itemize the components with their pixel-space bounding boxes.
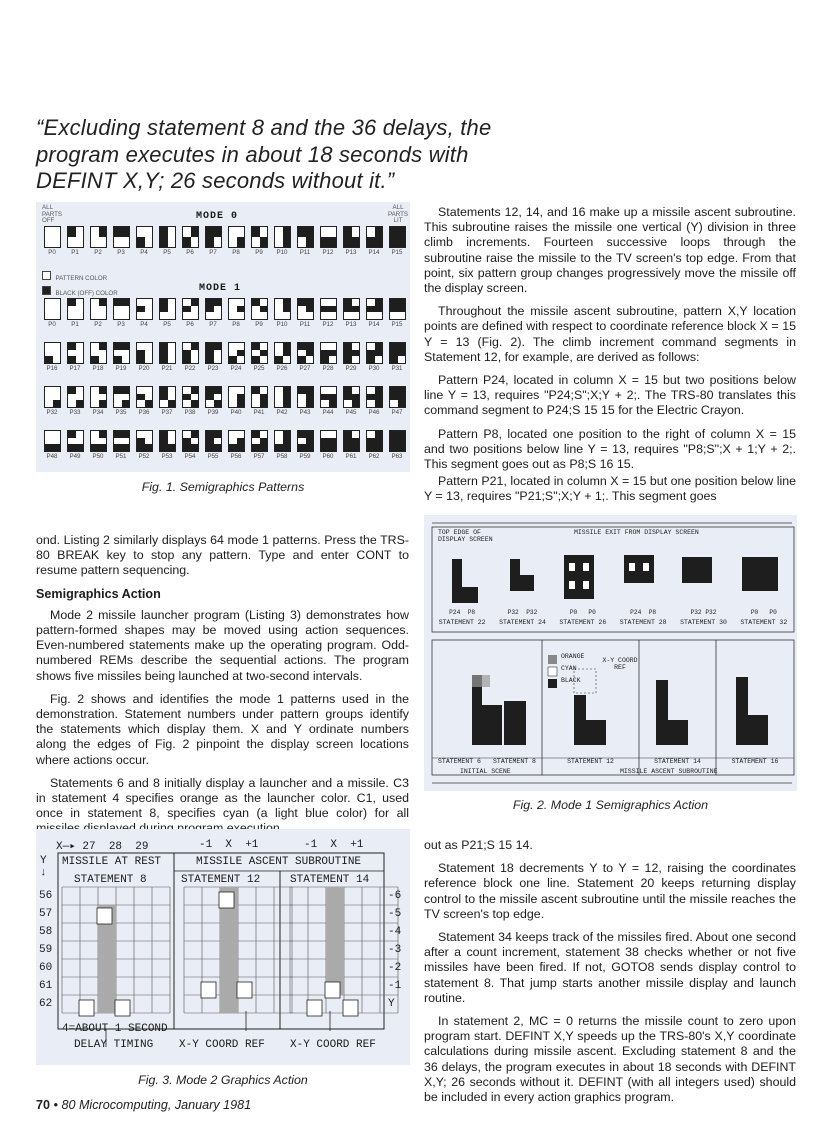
pattern-label: P14 [368,249,380,256]
pattern-tile [67,226,84,248]
pattern-tile [136,430,153,452]
pattern-label: P55 [207,453,219,460]
pattern-tile [113,430,130,452]
fig3-row-label: 62 [39,998,53,1010]
pattern-label: P60 [322,453,334,460]
pattern-tile [251,430,268,452]
fig3-delay-note-1: 4=ABOUT 1 SECOND [62,1023,168,1035]
pattern-label: P52 [138,453,150,460]
pattern-label: P15 [391,249,403,256]
right-para-5: Pattern P21, located in column X = 15 but one position below line Y = 13, requires "P21;S";X;Y + 1;. This segment goes [424,474,796,504]
fig3-delay-note-2: DELAY TIMING [74,1039,154,1051]
pattern-label: P21 [161,365,173,372]
pattern-label: P28 [322,365,334,372]
fig2-bottom-statement: STATEMENT 16 [731,758,779,765]
pattern-tile [366,342,383,364]
pattern-label: P43 [299,409,311,416]
fig3-row-label: 60 [39,962,53,974]
fig3-stmt-12: STATEMENT 12 [181,874,261,886]
fig3-coord-ref-2: X-Y COORD REF [290,1039,376,1051]
pattern-label: P9 [255,321,263,328]
pattern-label: P57 [253,453,265,460]
pattern-tile [182,298,199,320]
pattern-tile [320,226,337,248]
pattern-label: P8 [232,321,240,328]
pattern-label: P48 [46,453,58,460]
pattern-label: P56 [230,453,242,460]
pattern-tile [205,298,222,320]
pattern-tile [228,386,245,408]
fig2-bottom-statement: STATEMENT 14 [654,758,701,765]
pull-quote: “Excluding statement 8 and the 36 delays, the program executes in about 18 seconds with DEFINT X,Y; 26 seconds without it.” [36,115,492,193]
right-para-7: Statement 18 decrements Y to Y = 12, raising the coordinates reference block one line. Statement 20 keeps returning display control to the missile ascent subroutine until the missile reaches the TV screen's top edge. [424,861,796,921]
pattern-tile [389,226,406,248]
fig2-top-statements [432,619,794,631]
pattern-tile [389,342,406,364]
pattern-tile [389,386,406,408]
fig2-bottom-statement: STATEMENT 6 [438,758,481,765]
pattern-tile [136,226,153,248]
pattern-label: P3 [117,249,125,256]
pattern-tile [90,298,107,320]
pattern-label: P53 [161,453,173,460]
left-para-1: ond. Listing 2 similarly displays 64 mode 1 patterns. Press the TRS-80 BREAK key to stop any pattern. Type and enter CONT to resume pattern sequencing. [36,533,409,578]
pattern-tile [136,386,153,408]
pattern-label: P2 [94,249,102,256]
fig3-row-label: 56 [39,890,53,902]
legend-black-label: BLACK (OFF) COLOR [55,290,118,297]
pattern-tile [343,226,360,248]
pattern-tile [67,430,84,452]
pattern-label: P14 [368,321,380,328]
fig3-right-row-label: -3 [388,944,402,956]
pattern-tile [182,386,199,408]
fig3-right-row-label: -1 [388,980,402,992]
pattern-label: P40 [230,409,242,416]
pattern-tile [205,386,222,408]
pattern-label: P8 [232,249,240,256]
pattern-label: P1 [71,321,79,328]
fig3-x-header: X—▸ 27 28 29 [56,841,149,853]
pattern-tile [228,342,245,364]
fig2-top-pattern-label: P24 P8 [630,609,657,616]
pattern-tile [297,226,314,248]
pattern-tile [67,386,84,408]
fig2-legend-item: ORANGE [561,653,585,660]
pattern-label: P22 [184,365,196,372]
fig2-ascent-label: MISSILE ASCENT SUBROUTINE [620,768,718,775]
fig3-x-rel-2: -1 X +1 [304,839,364,851]
pattern-label: P0 [48,249,56,256]
pattern-tile [136,342,153,364]
pattern-tile [44,430,61,452]
fig2-top-statement: STATEMENT 26 [559,619,607,626]
pattern-tile [343,298,360,320]
pattern-label: P19 [115,365,127,372]
pattern-label: P2 [94,321,102,328]
pattern-label: P46 [368,409,380,416]
fig2-bottom-statement: STATEMENT 8 [493,758,536,765]
pattern-label: P37 [161,409,173,416]
figure-3-caption: Fig. 3. Mode 2 Graphics Action [138,1073,308,1087]
all-parts-lit-label: ALL PARTS LIT [388,204,409,224]
figure-3 [36,829,410,1065]
pattern-tile [251,342,268,364]
fig3-y-label: Y [40,855,47,867]
pattern-label: P5 [163,249,171,256]
pattern-label: P10 [276,249,288,256]
pattern-tile [44,386,61,408]
pattern-label: P5 [163,321,171,328]
pattern-tile [113,298,130,320]
pattern-label: P11 [299,321,311,328]
publication-name: 80 Microcomputing, January 1981 [61,1098,252,1112]
fig2-top-pattern-label: P32 P32 [507,609,538,616]
pattern-tile [343,342,360,364]
fig3-row-label: 59 [39,944,53,956]
pattern-tile [366,386,383,408]
pattern-tile [366,430,383,452]
fig2-top-patterns [432,609,794,619]
fig3-right-row-label: -2 [388,962,402,974]
pattern-label: P50 [92,453,104,460]
pattern-tile [274,298,291,320]
pattern-label: P12 [322,249,334,256]
pattern-label: P18 [92,365,104,372]
pattern-tile [297,386,314,408]
pattern-label: P30 [368,365,380,372]
fig3-right-row-label: -5 [388,908,402,920]
left-para-4: Statements 6 and 8 initially display a launcher and a missile. C3 in statement 4 specifies orange as the launcher color. C1, used once in statement 8, specifies cyan (a light blue color) for all [36,775,409,821]
all-parts-off-label: ALL PARTS OFF [42,204,63,224]
pattern-tile [343,430,360,452]
right-para-6: out as P21;S 15 14. [424,838,533,852]
pattern-tile [159,298,176,320]
fig2-legend-item: CYAN [561,665,577,672]
figure-2-caption: Fig. 2. Mode 1 Semigraphics Action [512,798,709,812]
pattern-label: P61 [345,453,357,460]
fig2-top-pattern-label: P0 P0 [750,609,777,616]
pattern-tile [113,342,130,364]
fig2-top-statement: STATEMENT 30 [680,619,727,626]
pattern-tile [366,226,383,248]
right-para-2: Throughout the missile ascent subroutine, pattern X,Y location points are defined with respect to coordinate reference block X = 15 Y = 13 (Fig. 2). The climb increment command segments in Statement 12, for example, are derived as follows: [424,304,796,364]
fig3-title-ascent: MISSILE ASCENT SUBROUTINE [196,856,362,868]
pattern-label: P36 [138,409,150,416]
figure-1-caption: Fig. 1. Semigraphics Patterns [141,480,305,494]
pattern-label: P54 [184,453,196,460]
pattern-label: P6 [186,249,194,256]
pattern-tile [251,226,268,248]
pattern-label: P15 [391,321,403,328]
pattern-label: P32 [46,409,58,416]
pattern-tile [113,386,130,408]
pattern-tile [90,226,107,248]
pattern-label: P26 [276,365,288,372]
pattern-label: P42 [276,409,288,416]
pattern-tile [205,342,222,364]
fig3-coord-ref-1: X-Y COORD REF [179,1039,265,1051]
figure-1 [36,202,410,472]
left-para-2: Mode 2 missile launcher program (Listing 3) demonstrates how pattern-formed shapes may be moved using action sequences. Even-numbered statements make up the operating program. Odd-numbered REMs describe the sequential actions. The program shows five missiles being launched at two-second intervals. [36,607,409,683]
pattern-tile [320,430,337,452]
left-para-3: Fig. 2 shows and identifies the mode 1 patterns used in the demonstration. Statement numbers under pattern groups identify the statements which display them. X and Y ordinate numbers along the edges of Fig. 2 pinpoint the display screen locations where actions occur. [36,691,409,767]
pattern-label: P20 [138,365,150,372]
fig2-top-pattern-label: P32 P32 [690,609,717,616]
fig3-right-row-label: Y [388,998,395,1010]
pattern-tile [67,298,84,320]
pattern-tile [297,342,314,364]
pattern-tile [297,298,314,320]
figure-2 [424,515,797,791]
pattern-label: P10 [276,321,288,328]
right-column-bottom [424,838,796,1113]
pattern-label: P7 [209,321,217,328]
pattern-tile [205,226,222,248]
pattern-label: P41 [253,409,265,416]
pattern-tile [44,342,61,364]
pattern-label: P33 [69,409,81,416]
pattern-tile [159,226,176,248]
fig3-x-rel-1: -1 X +1 [199,839,259,851]
pattern-label: P11 [299,249,311,256]
right-column-top [424,205,796,513]
pattern-label: P23 [207,365,219,372]
fig2-top-statement: STATEMENT 32 [740,619,788,626]
fig3-stmt-14: STATEMENT 14 [290,874,370,886]
right-para-9: In statement 2, MC = 0 returns the missile count to zero upon program start. DEFINT X,Y speeds up the TRS-80's X,Y coordinate calculations during missile ascent. Excluding statement 8 and the 36 delays, the program executes in about 18 seconds with DEFINT X,Y; 26 seconds without it. DEFINT (with all integers used) should be included in every action graphics program. [424,1014,796,1105]
fig2-top-pattern-label: P24 P8 [449,609,476,616]
pattern-tile [182,430,199,452]
pattern-tile [205,430,222,452]
pattern-label: P51 [115,453,127,460]
pattern-tile [90,430,107,452]
pattern-tile [182,226,199,248]
pattern-label: P35 [115,409,127,416]
pattern-label: P3 [117,321,125,328]
fig3-right-row-label: -6 [388,890,402,902]
mode-1-title: MODE 1 [199,283,242,294]
pattern-label: P27 [299,365,311,372]
pattern-tile [159,342,176,364]
pattern-label: P47 [391,409,403,416]
mode-1-patterns [36,298,410,472]
legend-pattern-label: PATTERN COLOR [55,275,108,282]
pattern-label: P4 [140,321,148,328]
pattern-tile [228,226,245,248]
pattern-tile [228,430,245,452]
section-heading: Semigraphics Action [36,586,161,601]
pattern-label: P62 [368,453,380,460]
footer-bullet: • [53,1098,58,1112]
pattern-label: P49 [69,453,81,460]
pattern-tile [90,342,107,364]
fig2-top-statement: STATEMENT 24 [499,619,546,626]
missile-shapes-top [452,555,778,603]
pattern-tile [228,298,245,320]
pattern-tile [136,298,153,320]
fig3-row-label: 57 [39,908,53,920]
pattern-label: P31 [391,365,403,372]
page-footer [36,1098,251,1112]
right-para-8: Statement 34 keeps track of the missiles fired. About one second after a count increment, statement 38 checks whether or not five missiles have been fired. If not, GOTO8 sends display control to statement 8. That jump starts another missile display and launch routine. [424,930,796,1005]
pattern-tile [44,298,61,320]
pattern-tile [389,430,406,452]
pattern-tile [320,298,337,320]
pattern-label: P7 [209,249,217,256]
pattern-label: P6 [186,321,194,328]
fig2-missile-exit-label: MISSILE EXIT FROM DISPLAY SCREEN [574,529,699,536]
pattern-label: P39 [207,409,219,416]
fig2-initial-scene: INITIAL SCENE [460,768,511,775]
pattern-tile [274,430,291,452]
pattern-label: P0 [48,321,56,328]
pattern-tile [251,298,268,320]
pattern-tile [159,430,176,452]
pattern-tile [44,226,61,248]
pattern-tile [274,226,291,248]
fig3-row-label: 58 [39,926,53,938]
pattern-label: P1 [71,249,79,256]
pattern-label: P45 [345,409,357,416]
fig2-bottom-statements [432,758,794,768]
fig2-legend-item: BLACK [561,677,581,684]
pattern-tile [366,298,383,320]
pattern-tile [274,386,291,408]
pattern-label: P16 [46,365,58,372]
pattern-label: P38 [184,409,196,416]
pattern-tile [274,342,291,364]
pattern-tile [389,298,406,320]
pattern-tile [90,386,107,408]
fig2-top-pattern-label: P0 P0 [569,609,596,616]
pattern-tile [251,386,268,408]
pattern-label: P25 [253,365,265,372]
fig2-top-edge-label: TOP EDGE OF DISPLAY SCREEN [438,529,493,543]
pattern-tile [320,386,337,408]
pattern-tile [159,386,176,408]
right-para-3: Pattern P24, located in column X = 15 but two positions below line Y = 13, requires "P24;S";X;Y + 2;. The TRS-80 translates this command segment to P24;S 15 15 for the Electric Crayon. [424,373,796,418]
right-para-1: Statements 12, 14, and 16 make up a missile ascent subroutine. This subroutine raises the missile one vertical (Y) division in three climb increments. Fourteen successive loops through the subroutine raise the missile to the TV screen's top edge. From that point, six pattern group changes progressively move the missile off the display screen. [424,205,796,296]
fig3-y-arrow: ↓ [40,867,47,879]
fig2-bottom-statement: STATEMENT 12 [567,758,614,765]
fig2-top-statement: STATEMENT 22 [438,619,486,626]
pattern-tile [343,386,360,408]
page-number: 70 [36,1098,51,1112]
mode-0-title: MODE 0 [196,211,239,222]
fig2-coord-ref: X-Y COORD REF [602,657,638,671]
pattern-label: P4 [140,249,148,256]
pattern-tile [113,226,130,248]
pattern-tile [320,342,337,364]
pattern-tile [67,342,84,364]
figure-2-diagram [424,515,797,791]
pattern-label: P17 [69,365,81,372]
pattern-label: P29 [345,365,357,372]
fig3-stmt-8: STATEMENT 8 [74,874,147,886]
left-column [36,533,409,845]
pattern-label: P58 [276,453,288,460]
pattern-label: P59 [299,453,311,460]
pattern-label: P24 [230,365,242,372]
pattern-tile [182,342,199,364]
pattern-label: P9 [255,249,263,256]
fig3-row-label: 61 [39,980,53,992]
pattern-label: P63 [391,453,403,460]
right-para-4: Pattern P8, located one position to the right of column X = 15 and two positions below line Y = 13, requires "P8;S";X + 1;Y + 2;. This segment goes out as P8;S 16 15. [424,426,796,472]
pattern-label: P34 [92,409,104,416]
mode-0-patterns [36,226,410,266]
pattern-label: P13 [345,249,357,256]
pattern-label: P13 [345,321,357,328]
pattern-label: P12 [322,321,334,328]
fig3-title-rest: MISSILE AT REST [62,856,162,868]
pattern-label: P44 [322,409,334,416]
pattern-tile [297,430,314,452]
fig2-top-statement: STATEMENT 28 [619,619,667,626]
fig3-right-row-label: -4 [388,926,402,938]
